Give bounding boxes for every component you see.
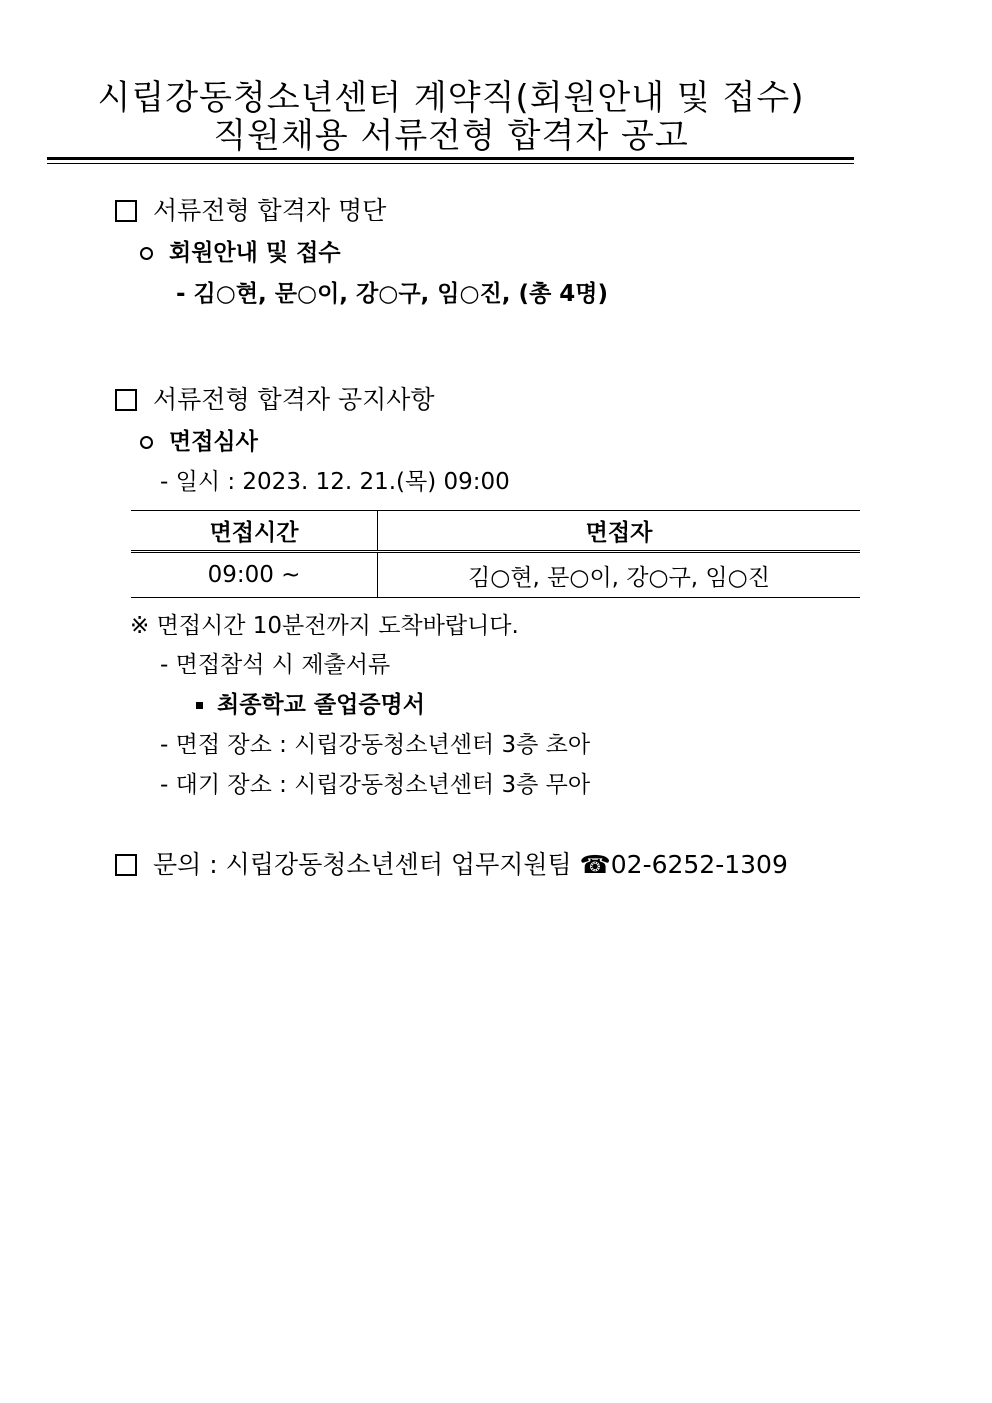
column-header-time: 면접시간 [131,511,378,552]
contact-text: 문의 : 시립강동청소년센터 업무지원팀 ☎02-6252-1309 [153,850,788,879]
circle-bullet-icon [140,436,153,449]
checkbox-square-icon [115,389,137,411]
interview-schedule: - 일시 : 2023. 12. 21.(목) 09:00 [160,469,510,495]
documents-label: - 면접참석 시 제출서류 [160,652,391,678]
waiting-venue: - 대기 장소 : 시립강동청소년센터 3층 무아 [160,772,591,798]
section-heading: 서류전형 합격자 명단 [153,196,387,225]
section-notice [115,384,435,416]
interview-venue: - 면접 장소 : 시립강동청소년센터 3층 초아 [160,732,591,758]
title-rule-thick [47,157,854,160]
table-row [131,552,860,598]
table-header-row [131,511,860,552]
title-rule-thin [47,163,854,164]
checkbox-square-icon [115,854,137,876]
section-contact [115,849,788,881]
arrival-note: ※ 면접시간 10분전까지 도착바랍니다. [130,613,519,639]
cell-time: 09:00 ~ [131,552,378,598]
cell-interviewees: 김○현, 문○이, 강○구, 임○진 [378,552,861,598]
section-passers-list [115,195,386,227]
subsection-heading: 면접심사 [169,429,258,455]
passer-names: - 김○현, 문○이, 강○구, 임○진, (총 4명) [176,281,609,307]
checkbox-square-icon [115,200,137,222]
section-heading: 서류전형 합격자 공지사항 [153,385,435,414]
document-item-label: 최종학교 졸업증명서 [217,692,425,718]
column-header-interviewees: 면접자 [378,511,861,552]
circle-bullet-icon [140,247,153,260]
subsection-heading: 회원안내 및 접수 [169,240,341,266]
subsection-interview [140,427,258,457]
page-title-line2: 직원채용 서류전형 합격자 공고 [213,116,689,156]
interview-table [131,510,860,598]
document-item [196,690,425,720]
page-title-line1: 시립강동청소년센터 계약직(회원안내 및 접수) [97,78,805,118]
subsection-member-guide [140,238,341,268]
square-bullet-icon [196,702,203,709]
